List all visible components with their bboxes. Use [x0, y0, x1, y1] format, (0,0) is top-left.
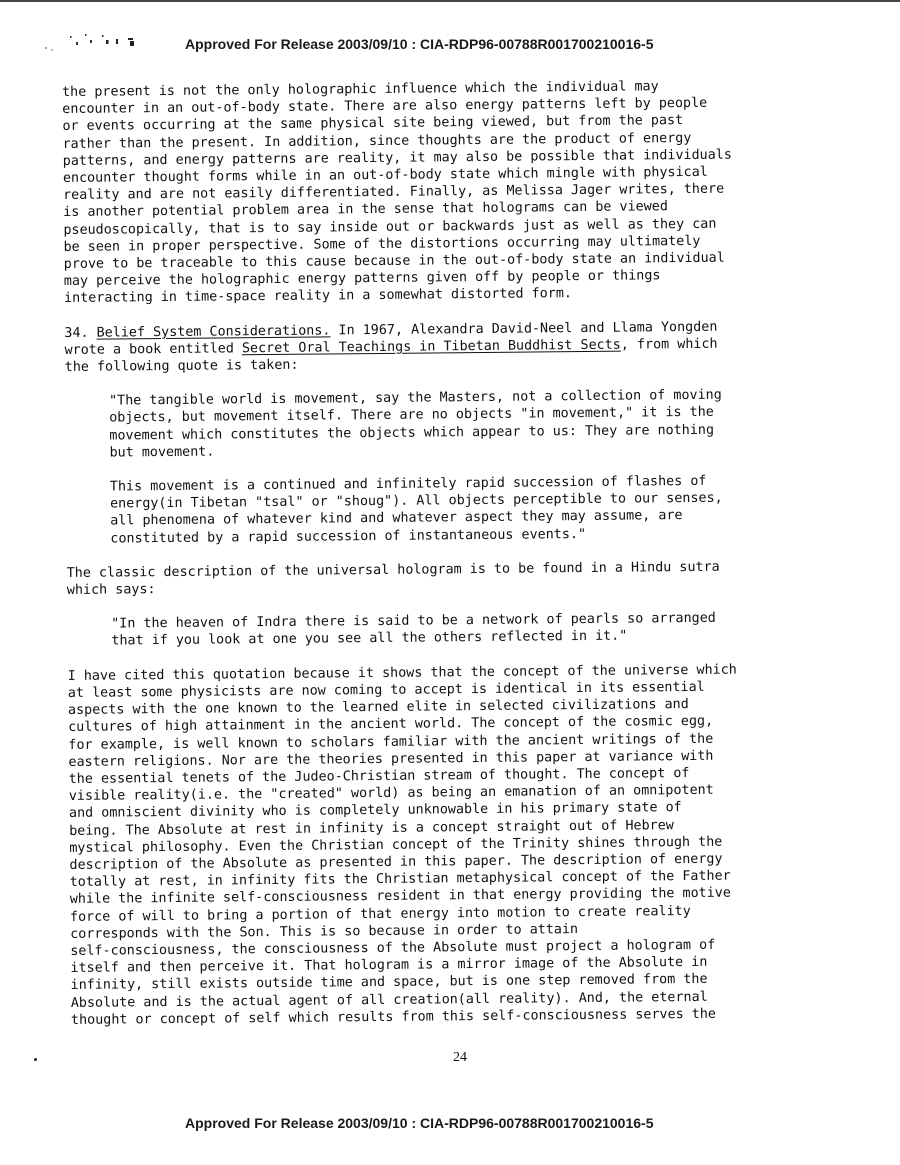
text-line: force of will to bring a portion of that energy into motion to create reality — [69, 903, 691, 925]
text-line: corresponds with the Son. This is so because in order to attain — [70, 921, 579, 942]
text-line: is another potential problem area in the sense that holograms can be viewed — [63, 199, 668, 221]
text-line: self-consciousness, the consciousness of the Absolute must project a hologram of — [70, 937, 716, 959]
text-line: at least some physicists are now coming to accept is identical in its essential — [67, 679, 705, 701]
body-text — [62, 77, 801, 1029]
page-number: 24 — [453, 1050, 467, 1065]
book-title: Secret Oral Teachings in Tibetan Buddhist Sects — [241, 337, 621, 357]
text-line: thought or concept of self which results from this self-consciousness serves the — [70, 1006, 716, 1028]
paragraph-holographic-influence — [62, 77, 794, 308]
book-line-post: , from which — [620, 336, 718, 353]
quote-line: but movement. — [109, 444, 215, 461]
text-line: pseudoscopically, that is to say inside out or backwards just as well as they can — [63, 216, 717, 238]
text-line: totally at rest, in infinity fits the Christian metaphysical concept of the Father — [69, 868, 731, 891]
book-line-pre: wrote a book entitled — [64, 341, 242, 358]
release-header: Approved For Release 2003/09/10 : CIA-RDP96-00788R001700210016-5 — [185, 36, 654, 52]
quote-line: constituted by a rapid succession of instantaneous events." — [110, 526, 587, 547]
text-line: itself and then perceive it. That hologram is a mirror image of the Absolute in — [70, 954, 708, 977]
text-line: patterns, and energy patterns are reality, it may also be possible that individuals — [62, 147, 732, 169]
section-34 — [64, 318, 794, 377]
text-line: be seen in proper perspective. Some of the distortions occurring may ultimately — [63, 233, 701, 255]
text-line: The classic description of the universal hologram is to be found in a Hindu sutra — [66, 559, 720, 581]
quote-line: that if you look at one you see all the others reflected in it." — [111, 629, 628, 650]
text-line: description of the Absolute as presented in this paper. The description of energy — [69, 851, 723, 873]
text-line: I have cited this quotation because it shows that the concept of the universe which — [67, 662, 737, 684]
text-line: Absolute and is the actual agent of all creation(all reality). And, the eternal — [70, 989, 708, 1011]
text-line: reality and are not easily differentiated. Finally, as Melissa Jager writes, there — [63, 181, 725, 204]
section-heading: Belief System Considerations. — [96, 323, 331, 341]
section-number: 34. — [64, 325, 89, 341]
quote-tangible-world — [65, 386, 796, 462]
text-line: aspects with the one known to the learned elite in selected civilizations and — [67, 697, 689, 719]
quote-line: "The tangible world is movement, say the Masters, not a collection of moving — [108, 387, 722, 409]
quote-line: objects, but movement itself. There are no objects "in movement," it is the — [109, 405, 714, 427]
quote-line: all phenomena of whatever kind and whatever aspect they may assume, are — [110, 508, 683, 530]
scan-edge-line — [0, 0, 900, 2]
text-line: eastern religions. Nor are the theories presented in this paper at variance with — [68, 748, 714, 770]
quote-movement — [66, 472, 797, 548]
quote-line: This movement is a continued and infinitely rapid succession of flashes of — [109, 473, 707, 495]
text-line: mystical philosophy. Even the Christian concept of the Trinity shines through the — [69, 834, 723, 856]
text-line: may perceive the holographic energy patterns given off by people or things — [63, 268, 661, 290]
scan-mark — [34, 1058, 37, 1061]
quote-line: energy(in Tibetan "tsal" or "shoug"). All objects perceptible to our senses, — [109, 490, 723, 512]
paragraph-universe-concept — [68, 661, 801, 1029]
text-line: and omniscient divinity who is completely unknowable in his primary state of — [68, 800, 682, 822]
text-line: rather than the present. In addition, since thoughts are the product of energy — [62, 130, 692, 152]
text-line: the following quote is taken: — [64, 357, 299, 376]
text-line: for example, is well known to scholars familiar with the ancient writings of the — [68, 731, 714, 753]
text-line: encounter in an out-of-body state. There are also energy patterns left by people — [62, 96, 708, 118]
text-line: the essential tenets of the Judeo-Christian stream of thought. The concept of — [68, 765, 690, 787]
text-line: interacting in time-space reality in a somewhat distorted form. — [63, 286, 573, 307]
quote-line: "In the heaven of Indra there is said to be a network of pearls so arranged — [111, 611, 716, 632]
text-line: visible reality(i.e. the "created" world) as being an emanation of an omnipotent — [68, 782, 714, 805]
text-line: encounter thought forms while in an out-of-body state which mingle with physical — [62, 164, 708, 187]
text-line: the present is not the only holographic influence which the individual may — [62, 79, 659, 100]
quote-line: movement which constitutes the objects which appear to us: They are nothing — [109, 422, 715, 444]
text-line: being. The Absolute at rest in infinity is a concept straight out of Hebrew — [69, 817, 674, 839]
text-line: which says: — [66, 582, 156, 599]
section-heading-rest: In 1967, Alexandra David-Neel and Llama Yongden — [330, 319, 718, 339]
text-line: or events occurring at the same physical site being viewed, but from the past — [62, 113, 684, 135]
text-line: cultures of high attainment in the ancient world. The concept of the cosmic egg, — [68, 714, 714, 736]
text-line: prove to be traceable to this cause because in the out-of-body state an individual — [63, 250, 725, 273]
text-line: while the infinite self-consciousness resident in that energy providing the motive — [69, 885, 731, 908]
text-line: infinity, still exists outside time and space, but is one step removed from the — [70, 972, 708, 994]
scan-specks — [40, 30, 150, 54]
release-footer: Approved For Release 2003/09/10 : CIA-RDP96-00788R001700210016-5 — [185, 1115, 654, 1131]
